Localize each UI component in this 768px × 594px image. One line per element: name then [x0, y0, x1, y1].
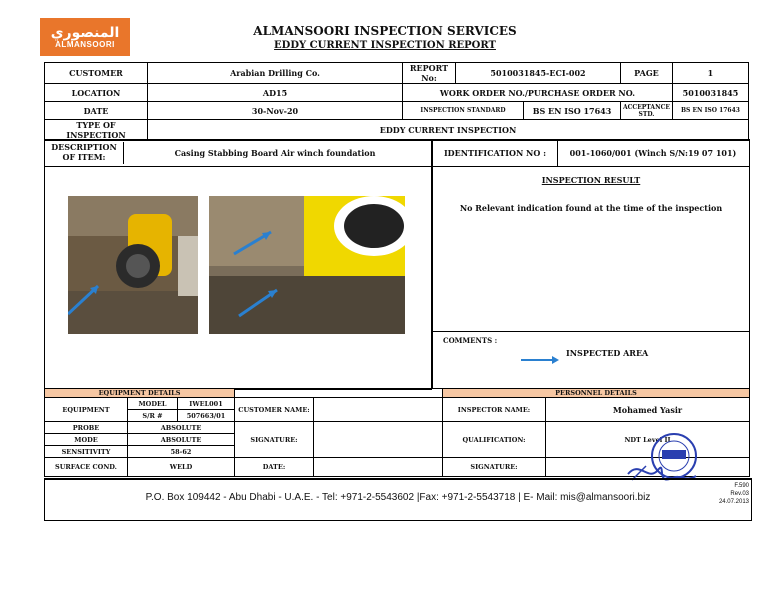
acceptance-value: BS EN ISO 17643: [672, 102, 748, 120]
logo-arabic: المنصوري: [50, 24, 120, 41]
customer-date-value[interactable]: [314, 458, 443, 477]
customer-label: CUSTOMER: [45, 63, 148, 84]
customer-name-value[interactable]: [314, 398, 443, 422]
inspection-photo-1: [68, 196, 198, 334]
legend-label: INSPECTED AREA: [566, 348, 649, 358]
company-name: ALMANSOORI INSPECTION SERVICES: [253, 24, 517, 38]
logo-english: ALMANSOORI: [55, 39, 115, 49]
work-order-value: 5010031845: [672, 84, 748, 102]
surface-value: WELD: [128, 458, 235, 477]
page-label: PAGE: [621, 63, 673, 84]
inspector-signature-label: SIGNATURE:: [443, 458, 546, 477]
standard-value: BS EN ISO 17643: [532, 105, 612, 116]
identification-box: [432, 139, 750, 167]
sn-label: S/R #: [128, 410, 178, 422]
date-label: DATE: [45, 102, 148, 120]
customer-name-label: CUSTOMER NAME:: [235, 398, 314, 422]
inspector-label: INSPECTOR NAME:: [443, 398, 546, 422]
mode-value: ABSOLUTE: [128, 434, 235, 446]
result-panel: [432, 166, 750, 332]
type-value: EDDY CURRENT INSPECTION: [148, 120, 749, 141]
company-logo: [40, 18, 130, 56]
sensitivity-label: SENSITIVITY: [45, 446, 128, 458]
probe-label: PROBE: [45, 422, 128, 434]
model-label: MODEL: [128, 398, 178, 410]
personnel-section-title: PERSONNEL DETAILS: [443, 389, 750, 398]
inspection-photo-2: [209, 196, 405, 334]
report-title: EDDY CURRENT INSPECTION REPORT: [274, 40, 496, 51]
form-revision: Rev.03: [730, 491, 749, 497]
type-label: TYPE OF INSPECTION: [45, 120, 148, 141]
description-label: DESCRIPTION OF ITEM:: [45, 142, 124, 164]
work-order-label: WORK ORDER NO./PURCHASE ORDER NO.: [403, 84, 673, 102]
inspector-value: Mohamed Yasir: [546, 398, 750, 422]
customer-signature-value[interactable]: [314, 422, 443, 458]
result-text: No Relevant indication found at the time of the inspection: [459, 203, 723, 213]
footer: [44, 478, 752, 521]
report-info-table: [44, 62, 749, 141]
description-box: [44, 139, 432, 167]
acceptance-label: ACCEPTANCE STD.: [621, 102, 673, 120]
page-value: 1: [672, 63, 748, 84]
description-value: Casing Stabbing Board Air winch foundation: [174, 148, 376, 158]
report-no-label: REPORT No:: [403, 63, 456, 84]
qualification-label: QUALIFICATION:: [443, 422, 546, 458]
standard-label: INSPECTION STANDARD: [403, 102, 524, 119]
customer-date-label: DATE:: [235, 458, 314, 477]
form-code: [719, 482, 749, 506]
result-title: INSPECTION RESULT: [541, 175, 641, 185]
qualification-value: NDT Level II: [546, 422, 750, 458]
location-value: AD15: [148, 84, 403, 102]
probe-value: ABSOLUTE: [128, 422, 235, 434]
comments-panel: [432, 331, 750, 389]
arrow-icon: [521, 349, 559, 357]
sn-value: 507663/01: [178, 410, 235, 422]
model-value: IWEL001: [178, 398, 235, 410]
date-value: 30-Nov-20: [148, 102, 403, 120]
customer-signature-label: SIGNATURE:: [235, 422, 314, 458]
equipment-label: EQUIPMENT: [45, 398, 128, 422]
surface-label: SURFACE COND.: [45, 458, 128, 477]
standard-cell: [403, 102, 621, 120]
identification-label: IDENTIFICATION NO :: [433, 140, 558, 166]
comments-label: COMMENTS :: [443, 336, 498, 345]
customer-value: Arabian Drilling Co.: [148, 63, 403, 84]
sensitivity-value: 58-62: [128, 446, 235, 458]
equipment-section-title: EQUIPMENT DETAILS: [45, 389, 235, 398]
form-number: F.590: [734, 483, 749, 489]
report-no-value: 5010031845-ECI-002: [456, 63, 621, 84]
identification-value: 001-1060/001 (Winch S/N:19 07 101): [569, 148, 737, 158]
mode-label: MODE: [45, 434, 128, 446]
location-label: LOCATION: [45, 84, 148, 102]
form-revision-date: 24.07.2013: [718, 499, 749, 505]
footer-address: P.O. Box 109442 - Abu Dhabi - U.A.E. - Tel: +971-2-5543602 |Fax: +971-2-5543718 | E- Mail: mis@almansoori.biz: [145, 492, 651, 503]
